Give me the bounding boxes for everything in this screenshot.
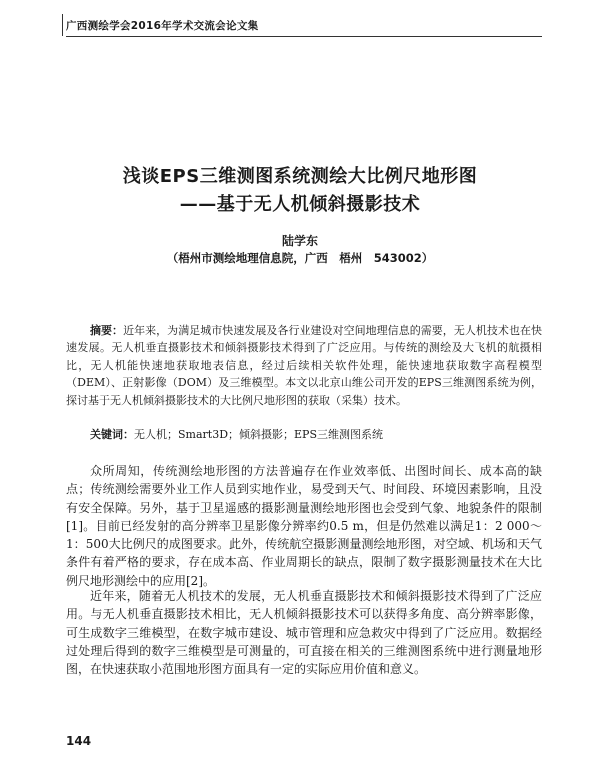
header-corner-mark (62, 14, 63, 36)
running-header: 广西测绘学会2016年学术交流会论文集 (66, 20, 259, 32)
body-paragraph-1: 众所周知，传统测绘地形图的方法普遍存在作业效率低、出图时间长、成本高的缺点；传统测绘需要外业工作人员到实地作业，易受到天气、时间段、环境因素影响，且没有安全保障。另外，基于卫星遥感的摄影测量测绘地形图也会受到气象、地貌条件的限制[1]。目前已经发射的高分辨率卫星影像分辨率约0.5 m，但是仍然难以满足1：2 000～1：500大比例尺的成图要求。此外，传统航空摄影测量测绘地形图，对空域、机场和天气条件有着严格的要求，存在成本高、作业周期长的缺点，限制了数字摄影测量技术在大比例尺地形测绘中的应用[2]。 (66, 464, 542, 588)
abstract-label: 摘要： (90, 324, 124, 337)
abstract-text: 近年来，为满足城市快速发展及各行业建设对空间地理信息的需要，无人机技术也在快速发展。无人机垂直摄影技术和倾斜摄影技术得到了广泛应用。与传统的测绘及大飞机的航摄相比，无人机能快速地获取地表信息，经过后续相关软件处理，能快速地获取数字高程模型（DEM）、正射影像（DOM）及三维模型。本文以北京山维公司开发的EPS三维测图系统为例，探讨基于无人机倾斜摄影技术的大比例尺地形图的获取（采集）技术。 (66, 324, 543, 407)
keywords-label: 关键词： (90, 428, 134, 441)
page-number: 144 (66, 734, 92, 748)
header-rule (66, 36, 542, 37)
body-paragraph-2: 近年来，随着无人机技术的发展，无人机垂直摄影技术和倾斜摄影技术得到了广泛应用。与无人机垂直摄影技术相比，无人机倾斜摄影技术可以获得多角度、高分辨率影像，可生成数字三维模型，在数字城市建设、城市管理和应急救灾中得到了广泛应用。数据经过处理后得到的数字三维模型是可测量的，可直接在相关的三维测图系统中进行测量地形图，在快速获取小范围地形图方面具有一定的实际应用价值和意义。 (66, 589, 542, 677)
paper-title: 浅谈EPS三维测图系统测绘大比例尺地形图 (122, 166, 478, 187)
abstract (66, 322, 542, 409)
keywords (90, 426, 542, 443)
author-name: 陆学东 (281, 234, 318, 248)
author-affiliation: （梧州市测绘地理信息院，广西 梧州 543002） (166, 251, 434, 265)
keywords-text: 无人机；Smart3D；倾斜摄影；EPS三维测图系统 (134, 428, 383, 441)
paper-subtitle: ——基于无人机倾斜摄影技术 (179, 194, 421, 215)
